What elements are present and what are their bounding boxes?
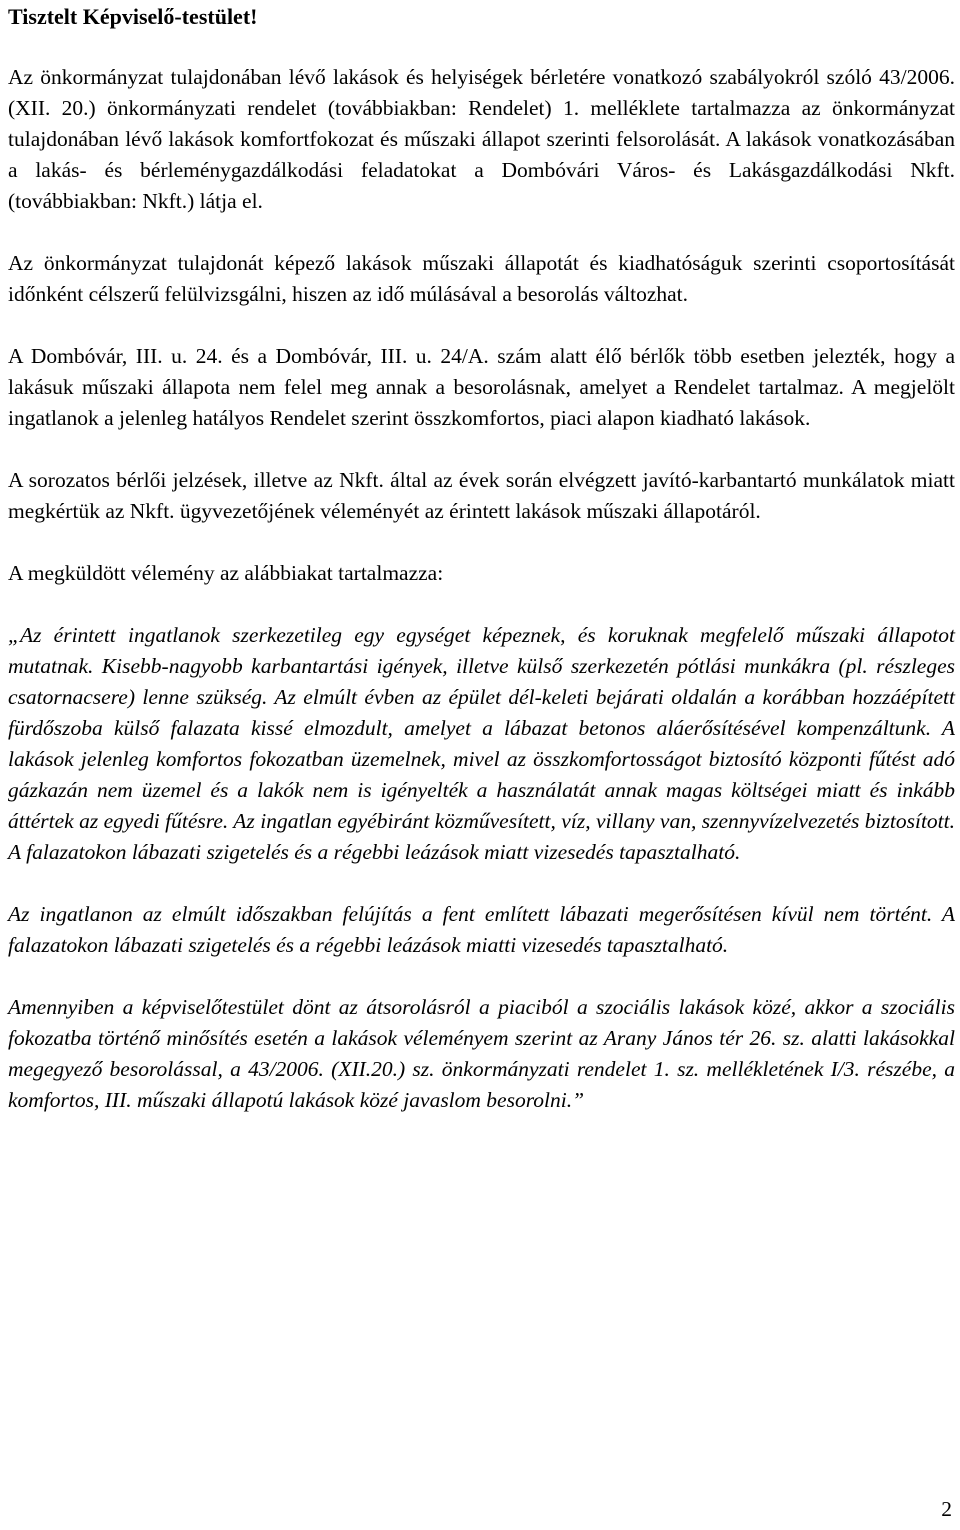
document-heading: Tisztelt Képviselő-testület! (8, 4, 258, 29)
quote-paragraph-renovation: Az ingatlanon az elmúlt időszakban felújítás a fent említett lábazati megerősítésen kívül nem történt. A falazatokon lábazati szigetelés és a régebbi leázások miatti vizesedés tapasztalható. (8, 902, 955, 957)
paragraph-opinion-lead: A megküldött vélemény az alábbiakat tartalmazza: (8, 561, 444, 585)
paragraph-review-purpose: Az önkormányzat tulajdonát képező lakások műszaki állapotát és kiadhatóságuk szerinti csoportosítását időnként célszerű felülvizsgálni, hiszen az idő múlásával a besorolás változhat. (8, 251, 955, 306)
quote-paragraph-recommendation: Amennyiben a képviselőtestület dönt az átsorolásról a piaciból a szociális lakások közé, akkor a szociális fokozatba történő minősítés esetén a lakások véleményem szerint az Arany János tér 26. sz. alatti lakásokkal megegyező besorolással, a 43/2006. (XII.20.) sz. önkormányzati rendelet 1. sz. mellékletének I/3. részébe, a komfortos, III. műszaki állapotú lakások közé javaslom besorolni.” (8, 995, 955, 1112)
paragraph-rendelet-intro: Az önkormányzat tulajdonában lévő lakások és helyiségek bérletére vonatkozó szabályokról szóló 43/2006. (XII. 20.) önkormányzati rendelet (továbbiakban: Rendelet) 1. melléklete tartalmazza az önkormányzat tulajdonában lévő lakások komfortfokozat és műszaki állapot szerinti felsorolását. A lakások vonatkozásában a lakás- és bérleménygazdálkodási feladatokat a Dombóvári Város- és Lakásgazdálkodási Nkft. (továbbiakban: Nkft.) látja el. (8, 65, 955, 213)
document-page (8, 0, 955, 1116)
page-number: 2 (941, 1497, 952, 1521)
paragraph-tenant-reports: A Dombóvár, III. u. 24. és a Dombóvár, III. u. 24/A. szám alatt élő bérlők több esetben jelezték, hogy a lakásuk műszaki állapota nem felel meg annak a besorolásnak, amelyet a Rendelet tartalmaz. A megjelölt ingatlanok a jelenleg hatályos Rendelet szerint összkomfortos, piaci alapon kiadható lakások. (8, 344, 955, 430)
paragraph-opinion-request: A sorozatos bérlői jelzések, illetve az Nkft. által az évek során elvégzett javító-karbantartó munkálatok miatt megkértük az Nkft. ügyvezetőjének véleményét az érintett lakások műszaki állapotáról. (8, 468, 955, 523)
quote-paragraph-condition: „Az érintett ingatlanok szerkezetileg egy egységet képeznek, és koruknak megfelelő műszaki állapotot mutatnak. Kisebb-nagyobb karbantartási igények, illetve külső szerkezetén pótlási munkákra (pl. részleges csatornacsere) lenne szükség. Az elmúlt évben az épület dél-keleti bejárati oldalán a korábban hozzáépített fürdőszoba külső falazata kissé elmozdult, amelyet a lábazat betonos aláerősítésével kompenzáltunk. A lakások jelenleg komfortos fokozatban üzemelnek, mivel az összkomfortosságot biztosító központi fűtést adó gázkazán nem üzemel és a lakók nem is igényelték a használatát annak magas költségei miatt és inkább áttértek az egyedi fűtésre. Az ingatlan egyébiránt közművesített, víz, villany van, szennyvízelvezetés biztosított. A falazatokon lábazati szigetelés és a régebbi leázások miatt vizesedés tapasztalható. (8, 623, 955, 864)
